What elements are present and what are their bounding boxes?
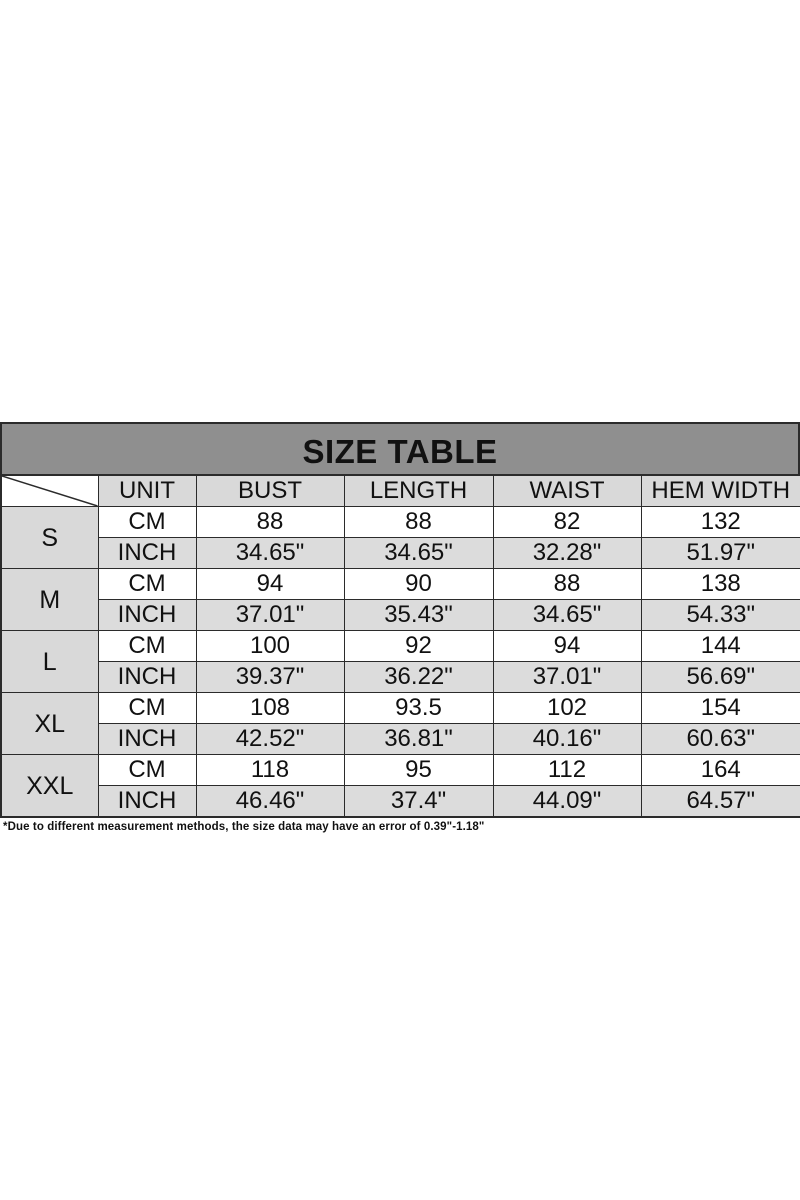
size-label: S bbox=[1, 507, 98, 569]
size-label: M bbox=[1, 569, 98, 631]
bust-value: 37.01" bbox=[196, 600, 344, 631]
size-row-m-cm bbox=[1, 569, 800, 600]
column-header-length: LENGTH bbox=[344, 475, 493, 507]
waist-value: 88 bbox=[493, 569, 641, 600]
unit-cell: INCH bbox=[98, 662, 196, 693]
length-value: 34.65" bbox=[344, 538, 493, 569]
size-row-xl-cm bbox=[1, 693, 800, 724]
unit-cell: CM bbox=[98, 631, 196, 662]
length-value: 90 bbox=[344, 569, 493, 600]
unit-cell: INCH bbox=[98, 600, 196, 631]
corner-cell bbox=[1, 475, 98, 507]
waist-value: 40.16" bbox=[493, 724, 641, 755]
title-bar bbox=[0, 422, 800, 474]
size-table-body bbox=[1, 507, 800, 818]
length-value: 36.22" bbox=[344, 662, 493, 693]
size-row-m-inch bbox=[1, 600, 800, 631]
header-row bbox=[1, 475, 800, 507]
diagonal-divider bbox=[2, 476, 98, 506]
bust-value: 88 bbox=[196, 507, 344, 538]
waist-value: 94 bbox=[493, 631, 641, 662]
length-value: 95 bbox=[344, 755, 493, 786]
unit-cell: CM bbox=[98, 755, 196, 786]
length-value: 88 bbox=[344, 507, 493, 538]
waist-value: 82 bbox=[493, 507, 641, 538]
size-row-s-cm bbox=[1, 507, 800, 538]
size-label: L bbox=[1, 631, 98, 693]
hem-width-value: 51.97" bbox=[641, 538, 800, 569]
length-value: 36.81" bbox=[344, 724, 493, 755]
hem-width-value: 132 bbox=[641, 507, 800, 538]
length-value: 35.43" bbox=[344, 600, 493, 631]
bust-value: 94 bbox=[196, 569, 344, 600]
hem-width-value: 154 bbox=[641, 693, 800, 724]
bust-value: 42.52" bbox=[196, 724, 344, 755]
column-header-bust: BUST bbox=[196, 475, 344, 507]
column-header-unit: UNIT bbox=[98, 475, 196, 507]
length-value: 37.4" bbox=[344, 786, 493, 818]
waist-value: 37.01" bbox=[493, 662, 641, 693]
bust-value: 108 bbox=[196, 693, 344, 724]
hem-width-value: 60.63" bbox=[641, 724, 800, 755]
bust-value: 118 bbox=[196, 755, 344, 786]
waist-value: 44.09" bbox=[493, 786, 641, 818]
hem-width-value: 144 bbox=[641, 631, 800, 662]
chart-title: SIZE TABLE bbox=[302, 433, 498, 470]
length-value: 93.5 bbox=[344, 693, 493, 724]
size-chart bbox=[0, 422, 800, 833]
waist-value: 102 bbox=[493, 693, 641, 724]
size-row-xl-inch bbox=[1, 724, 800, 755]
size-row-l-cm bbox=[1, 631, 800, 662]
waist-value: 34.65" bbox=[493, 600, 641, 631]
unit-cell: INCH bbox=[98, 786, 196, 818]
bust-value: 100 bbox=[196, 631, 344, 662]
length-value: 92 bbox=[344, 631, 493, 662]
hem-width-value: 54.33" bbox=[641, 600, 800, 631]
unit-cell: INCH bbox=[98, 724, 196, 755]
size-label: XXL bbox=[1, 755, 98, 818]
unit-cell: CM bbox=[98, 693, 196, 724]
waist-value: 32.28" bbox=[493, 538, 641, 569]
unit-cell: CM bbox=[98, 569, 196, 600]
hem-width-value: 56.69" bbox=[641, 662, 800, 693]
size-label: XL bbox=[1, 693, 98, 755]
size-row-xxl-cm bbox=[1, 755, 800, 786]
column-header-hem-width: HEM WIDTH bbox=[641, 475, 800, 507]
size-row-l-inch bbox=[1, 662, 800, 693]
bust-value: 34.65" bbox=[196, 538, 344, 569]
hem-width-value: 64.57" bbox=[641, 786, 800, 818]
size-row-xxl-inch bbox=[1, 786, 800, 818]
hem-width-value: 138 bbox=[641, 569, 800, 600]
footnote: *Due to different measurement methods, the size data may have an error of 0.39"-1.18" bbox=[3, 821, 485, 833]
bust-value: 39.37" bbox=[196, 662, 344, 693]
unit-cell: CM bbox=[98, 507, 196, 538]
waist-value: 112 bbox=[493, 755, 641, 786]
unit-cell: INCH bbox=[98, 538, 196, 569]
size-table bbox=[0, 474, 800, 818]
column-header-waist: WAIST bbox=[493, 475, 641, 507]
bust-value: 46.46" bbox=[196, 786, 344, 818]
hem-width-value: 164 bbox=[641, 755, 800, 786]
size-row-s-inch bbox=[1, 538, 800, 569]
